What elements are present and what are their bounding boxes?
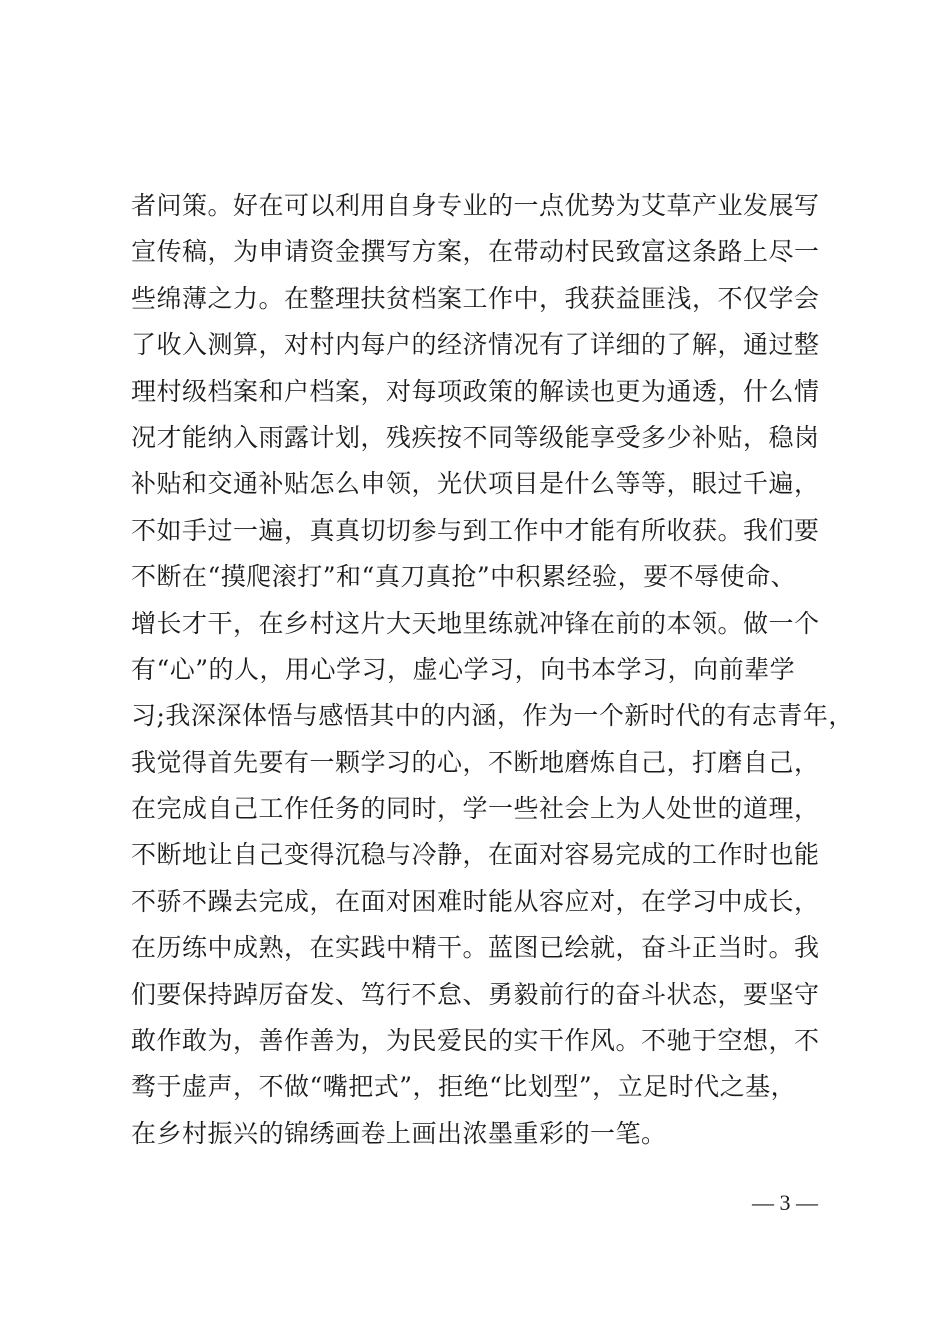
text-line: 习;我深深体悟与感悟其中的内涵，作为一个新时代的有志青年， (131, 701, 854, 731)
text-line: 些绵薄之力。在整理扶贫档案工作中，我获益匪浅，不仅学会 (131, 283, 820, 313)
text-line: 不断在“摸爬滚打”和“真刀真抢”中积累经验，要不辱使命、 (131, 562, 797, 592)
text-line: 不骄不躁去完成，在面对困难时能从容应对，在学习中成长， (131, 886, 820, 916)
text-line: 补贴和交通补贴怎么申领，光伏项目是什么等等，眼过千遍， (131, 469, 820, 499)
text-line: 了收入测算，对村内每户的经济情况有了详细的了解，通过整 (131, 330, 820, 360)
text-line: 骛于虚声，不做“嘴把式”，拒绝“比划型”，立足时代之基， (131, 1072, 797, 1102)
text-line: 者问策。好在可以利用自身专业的一点优势为艾草产业发展写 (131, 191, 820, 220)
text-line: 况才能纳入雨露计划，残疾按不同等级能享受多少补贴，稳岗 (131, 422, 820, 452)
text-line: 在完成自己工作任务的同时，学一些社会上为人处世的道理， (131, 794, 820, 824)
text-line: 在历练中成熟，在实践中精干。蓝图已绘就，奋斗正当时。我 (131, 933, 820, 963)
text-line: 敢作敢为，善作善为，为民爱民的实干作风。不驰于空想，不 (131, 1026, 820, 1056)
text-line: 不断地让自己变得沉稳与冷静，在面对容易完成的工作时也能 (131, 840, 820, 870)
text-line: 有“心”的人，用心学习，虚心学习，向书本学习，向前辈学 (131, 654, 796, 684)
body-paragraph (131, 183, 854, 1157)
page-number: — 3 — (752, 1190, 818, 1215)
text-line: 们要保持踔厉奋发、笃行不怠、勇毅前行的奋斗状态，要坚守 (131, 979, 820, 1009)
text-line: 理村级档案和户档案，对每项政策的解读也更为通透，什么情 (131, 376, 820, 406)
text-line: 增长才干，在乡村这片大天地里练就冲锋在前的本领。做一个 (131, 608, 820, 638)
text-line: 我觉得首先要有一颗学习的心，不断地磨炼自己，打磨自己， (131, 747, 820, 777)
text-line: 在乡村振兴的锦绣画卷上画出浓墨重彩的一笔。 (131, 1118, 667, 1148)
text-line: 不如手过一遍，真真切切参与到工作中才能有所收获。我们要 (131, 515, 820, 545)
text-line: 宣传稿，为申请资金撰写方案，在带动村民致富这条路上尽一 (131, 237, 820, 267)
